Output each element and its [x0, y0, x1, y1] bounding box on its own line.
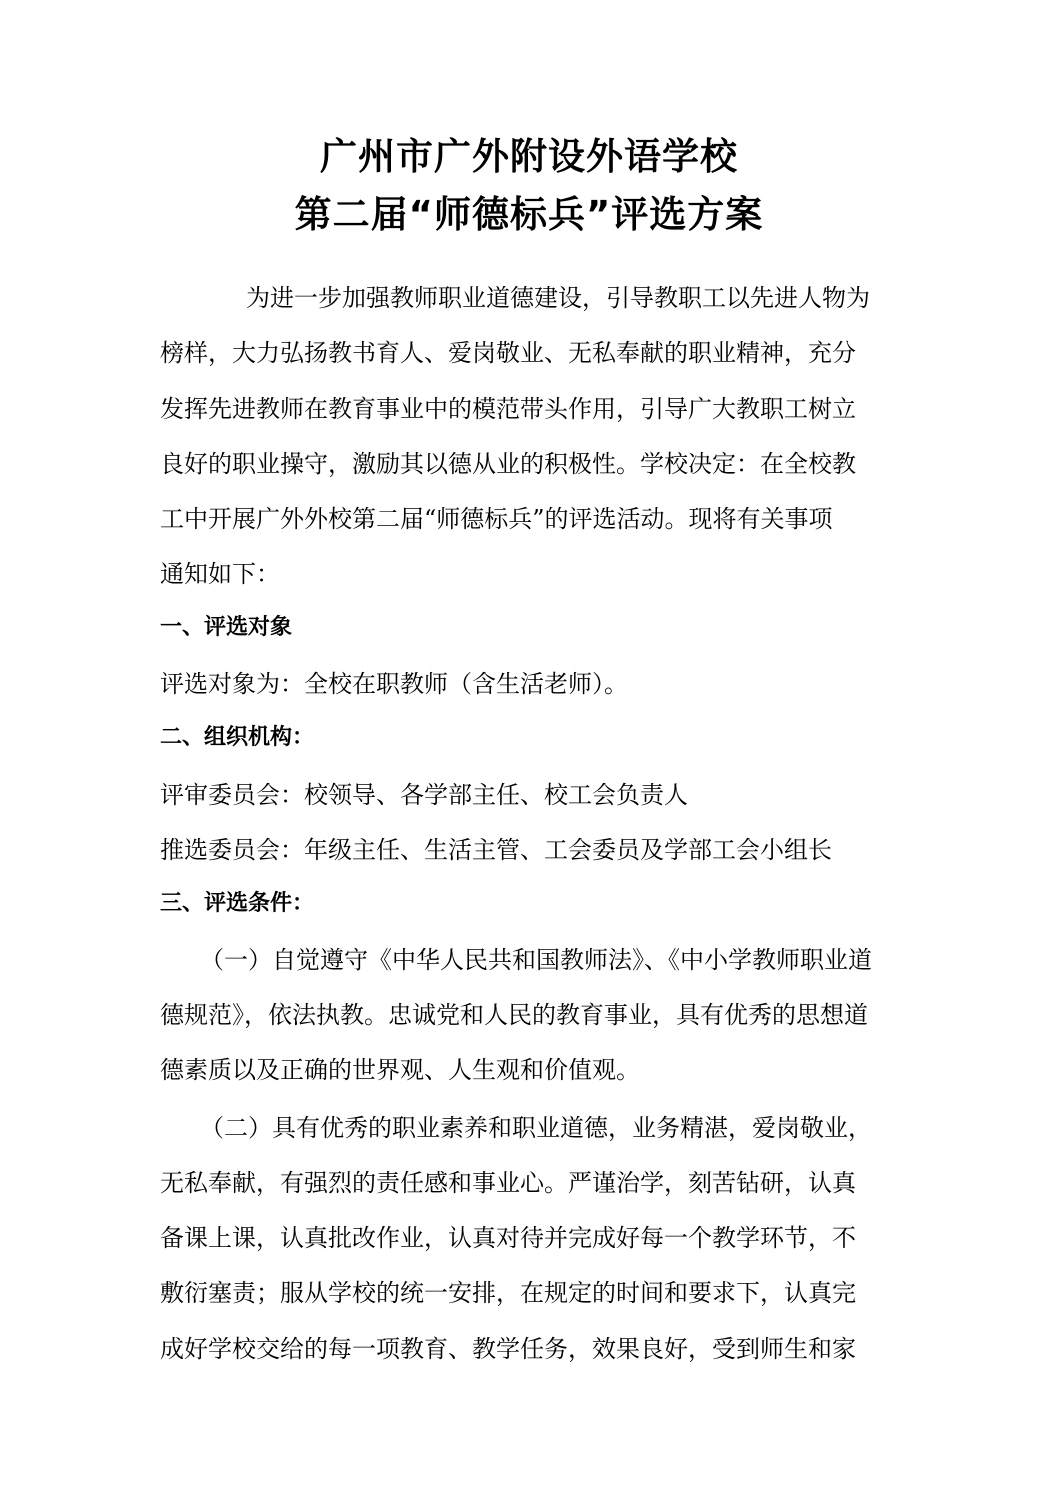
section-text: 评选对象为：全校在职教师（含生活老师）。	[160, 670, 628, 698]
criteria-item-2-line: 无私奉献，有强烈的责任感和事业心。严谨治学，刻苦钻研，认真	[160, 1169, 856, 1197]
intro-line: 工中开展广外外校第二届“师德标兵”的评选活动。现将有关事项	[160, 505, 833, 533]
criteria-item-2-line: 备课上课，认真批改作业，认真对待并完成好每一个教学环节，不	[160, 1224, 856, 1252]
intro-line: 通知如下：	[160, 560, 280, 588]
criteria-item-1-line: （一）自觉遵守《中华人民共和国教师法》、《中小学教师职业道	[200, 946, 872, 974]
intro-line: 发挥先进教师在教育事业中的模范带头作用，引导广大教职工树立	[160, 395, 856, 423]
section-heading-evaluation-target: 一、评选对象	[160, 615, 293, 640]
criteria-item-2-line: （二）具有优秀的职业素养和职业道德，业务精湛，爱岗敬业，	[200, 1114, 872, 1142]
section-heading-organization: 二、组织机构：	[160, 725, 315, 750]
intro-line: 良好的职业操守，激励其以德从业的积极性。学校决定：在全校教	[160, 450, 856, 478]
intro-line: 榜样，大力弘扬教书育人、爱岗敬业、无私奉献的职业精神，充分	[160, 339, 856, 367]
criteria-item-2-line: 敷衍塞责；服从学校的统一安排，在规定的时间和要求下，认真完	[160, 1279, 856, 1307]
criteria-item-2-line: 成好学校交给的每一项教育、教学任务，效果良好，受到师生和家	[160, 1335, 856, 1363]
document-title-line-2: 第二届“师德标兵”评选方案	[294, 193, 764, 236]
section-text: 推选委员会：年级主任、生活主管、工会委员及学部工会小组长	[160, 836, 832, 864]
section-heading-criteria: 三、评选条件：	[160, 891, 315, 916]
section-text: 评审委员会：校领导、各学部主任、校工会负责人	[160, 781, 688, 809]
document-title-line-1: 广州市广外附设外语学校	[320, 135, 738, 178]
criteria-item-1-line: 德规范》，依法执教。忠诚党和人民的教育事业，具有优秀的思想道	[160, 1001, 868, 1029]
intro-line: 为进一步加强教师职业道德建设，引导教职工以先进人物为	[246, 284, 870, 312]
criteria-item-1-line: 德素质以及正确的世界观、人生观和价值观。	[160, 1056, 640, 1084]
